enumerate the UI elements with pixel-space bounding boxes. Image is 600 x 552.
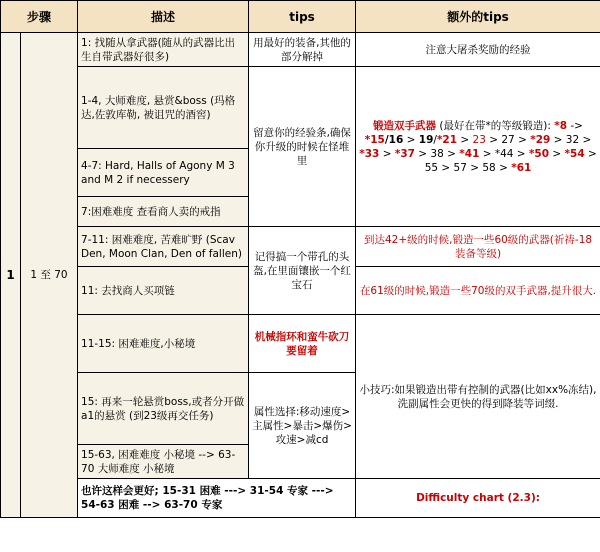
step-level-range: 1 至 70 (21, 33, 78, 518)
forge-level-segment: *29 (530, 133, 551, 146)
desc-row-8: 15: 再来一轮悬赏boss,或者分开做a1的悬赏 (到23级再交任务) (78, 373, 249, 445)
desc-row-5: 7-11: 困难难度, 苦难旷野 (Scav Den, Moon Clan, Den of fallen) (78, 227, 249, 267)
forge-level-segment: 19 (418, 133, 434, 146)
desc-row-2: 1-4, 大师难度, 悬赏&boss (玛格达,佐敦库勒, 被诅咒的酒窖) (78, 67, 249, 149)
forge-level-segment: 16 (388, 133, 404, 146)
header-row (1, 1, 600, 33)
tip-stat-priority: 属性选择:移动速度>主属性>暴击>爆伤>攻速>减cd (249, 373, 356, 479)
table-row (1, 33, 600, 67)
header-step: 步骤 (1, 1, 78, 33)
forge-level-segment: -> (567, 119, 583, 132)
forge-level-segment: > 55 > 57 > 58 > (424, 147, 597, 174)
extra-reroll-tip: 小技巧:如果锻造出带有控制的武器(比如xx%冻结), 洗副属性会更快的得到降装等词缀. (356, 315, 600, 479)
forge-level-segment: *50 (528, 147, 550, 160)
desc-row-9: 15-63, 困难难度 小秘境 --> 63-70 大师难度 小秘境 (78, 445, 249, 479)
extra-bounty-xp: 注意大屠杀奖励的经验 (356, 33, 600, 67)
forge-level-segment: *8 (554, 119, 568, 132)
desc-row-6: 11: 去找商人买项链 (78, 267, 249, 315)
header-tips: tips (249, 1, 356, 33)
forge-level-segment: > 38 > (414, 147, 460, 160)
forge-level-segment: > 32 > (550, 133, 592, 146)
table-row (1, 479, 600, 518)
desc-row-3: 4-7: Hard, Halls of Agony M 3 and M 2 if necessery (78, 149, 249, 197)
forge-level-segment: > (549, 147, 565, 160)
forge-level-segment: *21 (436, 133, 458, 146)
desc-row-4: 7:困难难度 查看商人卖的戒指 (78, 197, 249, 227)
forge-level-segment: *33 (359, 147, 380, 160)
header-extra-tips: 额外的tips (356, 1, 600, 33)
forge-level-segment: > (457, 133, 473, 146)
extra-forge-2h (356, 67, 600, 227)
table-row (1, 315, 600, 373)
forge-level-segment: / (384, 133, 389, 146)
forge-level-segment: > 27 > (485, 133, 531, 146)
forge-level-segment: *61 (511, 161, 532, 174)
forge-level-segment: *54 (564, 147, 585, 160)
tip-xp-bar: 留意你的经验条,确保你升级的时候在怪堆里 (249, 67, 356, 227)
forge-level-segment: *41 (459, 147, 480, 160)
desc-row-7: 11-15: 困难难度,小秘境 (78, 315, 249, 373)
forge-level-segment: > (379, 147, 395, 160)
forge-level-segment: 23 (472, 133, 486, 146)
forge-title: 锻造双手武器 (373, 119, 437, 132)
forge-level-segment: > *44 > (479, 147, 529, 160)
tip-socket-helm: 记得搞一个带孔的头盔,在里面镶嵌一个红宝石 (249, 227, 356, 315)
extra-forge-60: 到达42+级的时候,锻造一些60级的武器(祈祷-18装备等级) (356, 227, 600, 267)
tip-keep-items: 机械指环和蛮牛砍刀要留着 (249, 315, 356, 373)
difficulty-chart-label: Difficulty chart (2.3): (356, 479, 600, 518)
desc-row-10: 也许这样会更好; 15-31 困难 ---> 31-54 专家 ---> 54-63 困难 --> 63-70 专家 (78, 479, 356, 518)
extra-forge-70: 在61级的时候,锻造一些70级的双手武器,提升很大. (356, 267, 600, 315)
forge-level-segment: / (433, 133, 437, 146)
header-description: 描述 (78, 1, 249, 33)
step-number: 1 (1, 33, 21, 518)
forge-level-segment: > (403, 133, 419, 146)
tip-best-gear: 用最好的装备,其他的部分解掉 (249, 33, 356, 67)
forge-level-segment: *37 (394, 147, 415, 160)
forge-intro: (最好在带*的等级锻造): (436, 119, 555, 132)
table-row (1, 227, 600, 267)
forge-level-segment: *15 (364, 133, 385, 146)
table-row (1, 67, 600, 149)
desc-row-1: 1: 找随从拿武器(随从的武器比出生自带武器好很多) (78, 33, 249, 67)
